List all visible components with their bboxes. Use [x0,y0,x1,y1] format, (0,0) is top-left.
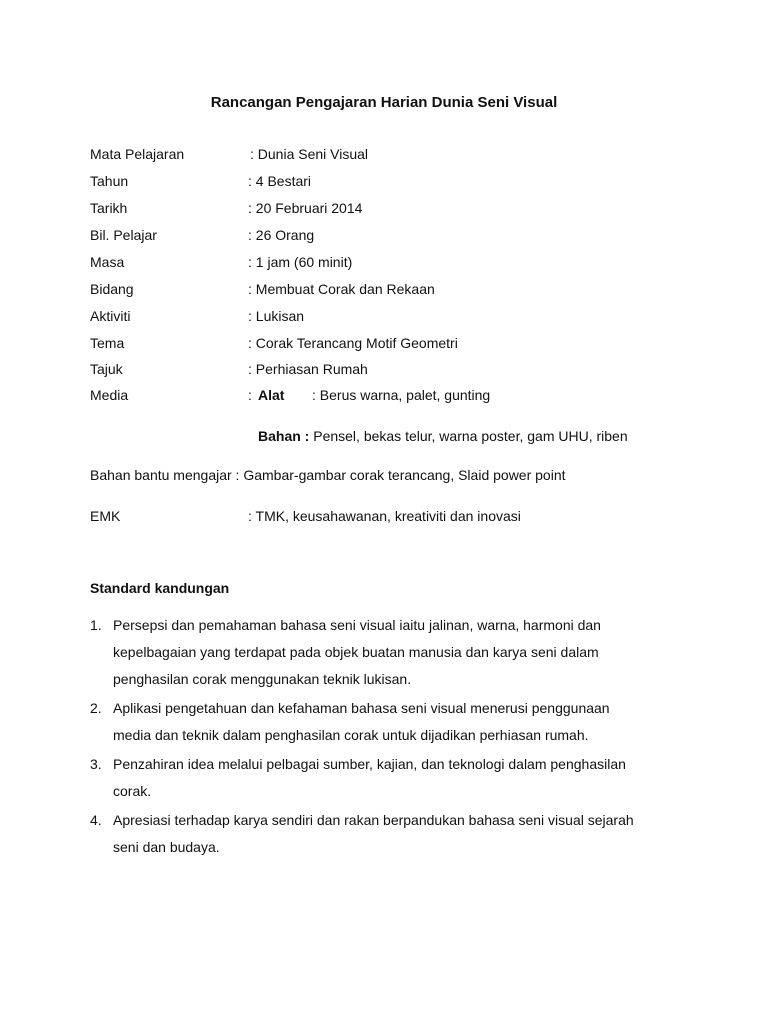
list-item-line: kepelbagaian yang terdapat pada objek buatan manusia dan karya seni dalam [113,644,599,660]
field-value: : Dunia Seni Visual [250,146,369,162]
list-item-line: penghasilan corak menggunakan teknik lukisan. [113,671,412,687]
list-item [90,807,690,861]
list-item-number: 4. [90,812,102,828]
list-item-number: 2. [90,700,102,716]
list-item-line: media dan teknik dalam penghasilan corak untuk dijadikan perhiasan rumah. [113,727,589,743]
field-value: : Lukisan [248,308,305,324]
bahan-bantu-line: Bahan bantu mengajar : Gambar-gambar corak terancang, Slaid power point [90,467,566,483]
bahan-line [258,428,628,444]
list-item-number: 3. [90,756,102,772]
list-item-line: corak. [113,783,152,799]
list-item-line: Penzahiran idea melalui pelbagai sumber, kajian, dan teknologi dalam penghasilan [113,756,626,772]
field-label: Tarikh [90,200,128,216]
field-label: Tema [90,335,125,351]
bahan-label: Bahan : [258,428,310,444]
field-label: Aktiviti [90,308,131,324]
list-item-line: Aplikasi pengetahuan dan kefahaman bahasa seni visual menerusi penggunaan [113,700,610,716]
field-label: Masa [90,254,125,270]
alat-value: : Berus warna, palet, gunting [312,387,491,403]
list-item [90,751,690,805]
field-label: Media [90,387,129,403]
field-value: : 1 jam (60 minit) [248,254,353,270]
field-label: Tajuk [90,361,123,377]
alat-label: Alat [258,387,285,403]
media-colon: : [248,387,252,403]
list-item [90,612,690,693]
field-label: Bil. Pelajar [90,227,157,243]
list-item-line: Persepsi dan pemahaman bahasa seni visual iaitu jalinan, warna, harmoni dan [113,617,601,633]
field-value: : 20 Februari 2014 [248,200,363,216]
field-value: : TMK, keusahawanan, kreativiti dan inovasi [248,508,521,524]
list-item-number: 1. [90,617,102,633]
field-label: EMK [90,508,121,524]
list-item [90,695,690,749]
document-title: Rancangan Pengajaran Harian Dunia Seni Visual [210,94,558,111]
field-label: Mata Pelajaran [90,146,185,162]
field-label: Tahun [90,173,129,189]
standard-kandungan-heading: Standard kandungan [90,580,230,596]
field-label: Bidang [90,281,134,297]
list-item-line: seni dan budaya. [113,839,220,855]
field-value: : Perhiasan Rumah [248,361,368,377]
field-value: : 26 Orang [248,227,315,243]
field-value: : Corak Terancang Motif Geometri [248,335,458,351]
list-item-line: Apresiasi terhadap karya sendiri dan rakan berpandukan bahasa seni visual sejarah [113,812,634,828]
field-value: : 4 Bestari [248,173,312,189]
bahan-value: Pensel, bekas telur, warna poster, gam UHU, riben [313,428,628,444]
standard-kandungan-list [90,612,690,863]
field-value: : Membuat Corak dan Rekaan [248,281,435,297]
